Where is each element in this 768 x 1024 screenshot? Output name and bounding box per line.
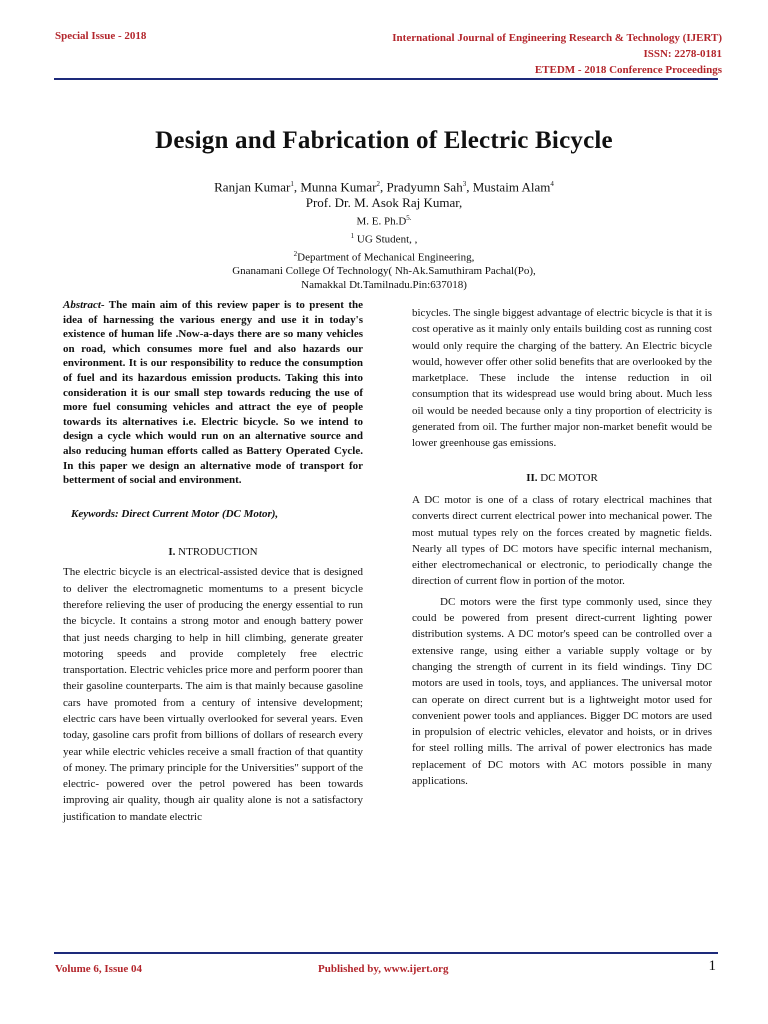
intro-number: I. <box>168 546 176 559</box>
author-block <box>0 176 768 292</box>
paper-title: Design and Fabrication of Electric Bicycle <box>155 127 613 154</box>
author-1: Ranjan Kumar <box>214 179 291 195</box>
right-column <box>412 305 712 789</box>
ug-student-line <box>0 229 768 247</box>
section-heading-introduction <box>63 544 363 560</box>
footer-divider <box>54 952 718 954</box>
header-issn: ISSN: 2278-0181 <box>643 48 722 60</box>
intro-continued-text: bicycles. The single biggest advantage of electric bicycle is that it is cost operative as it mainly only entails building cost as running cost would only require the charging of the battery. An Electric bicycle would, however offer other solid benefits that are overlooked by the marketplace. These include the intense reduction in oil consumption that its widespread use would bring about. Much less oil would be needed because only a tiny proportion of electricity is generated from oil. The further major non-market benefit would be lower greenhouse gas emissions. <box>412 307 712 450</box>
abstract <box>63 298 363 488</box>
intro-heading-text: NTRODUCTION <box>175 546 258 559</box>
author-4-sup: 4 <box>550 180 554 188</box>
introduction-text: The electric bicycle is an electrical-assisted device that is designed to deliver the electromagnetic momentums to a present bicycle therefore relieving the user of producing the energy essential to run the bicycle. It contains a strong motor and enough battery power that just needs charging to help in hill climbing, generate greater motoring speeds and provide completely free electric transportation. Electric vehicles price more and perform poorer than their gasoline counterparts. The aim is that mainly because gasoline cars have promoted from a century of intensive development; electric cars have been virtually overlooked for several years. Even today, gasoline cars profit from billions of dollars of research every year while electric vehicles receive a small fraction of that quantity of money. The primary principle for the Universities" support of the electric- powered over the petrol powered has been towards improving air quality, though air quality alone is not a satisfactory justification to mandate electric <box>63 566 363 823</box>
left-column <box>63 298 363 825</box>
dc-motor-number: II. <box>526 471 538 484</box>
guide-degree <box>0 211 768 229</box>
author-1-sup: 1 <box>290 180 294 188</box>
author-3-sup: 3 <box>462 180 467 188</box>
dept-text: Department of Mechanical Engineering, <box>297 251 475 264</box>
header-divider <box>54 78 718 80</box>
footer-volume: Volume 6, Issue 04 <box>55 963 142 975</box>
degree-text: M. E. Ph.D <box>356 215 407 228</box>
degree-sup: 5. <box>406 214 412 223</box>
dept-sup: 2 <box>293 249 298 258</box>
author-3: , Pradyumn Sah <box>380 179 463 195</box>
ug-sup: 1 <box>350 231 355 240</box>
abstract-text: - The main aim of this review paper is to present the idea of harnessing the various energy and use it in today's existence of human life .Now-a-days there are so many vehicles on road, which consumes more fuel and also hazards our environment. It is our responsibility to reduce the consumption of fuel and its hazardous emission products. Taking this into consideration it is our small step towards reducing the use of more fuel consuming vehicles and attract the eye of people towards its alternatives i.e. Electric bicycle. So we intend to design a cycle which would run on an alternative source and also reducing human efforts called as Battery Operated Cycle. In this paper we design an alternative mode of transport for betterment of social and environment. <box>63 299 363 487</box>
author-4: , Mustaim Alam <box>466 179 551 195</box>
dc-motor-paragraph-2: DC motors were the first type commonly used, since they could be powered from present direct-current lighting power distribution systems. A DC motor's speed can be controlled over a extensive range, using either a variable supply voltage or by changing the strength of current in its field windings. Tiny DC motors are used in tools, toys, and appliances. The universal motor can operate on direct current but is a lightweight motor used for convenient power tools and appliances. Bigger DC motors are used in propulsion of electric vehicles, elevator and hoists, or in drives for steel rolling mills. The arrival of power electronics has made replacement of DC motors with AC motors possible in many applications. <box>412 595 712 788</box>
author-2: , Munna Kumar <box>293 179 377 195</box>
header-special-issue: Special Issue - 2018 <box>55 30 147 42</box>
header-journal-info <box>302 30 722 78</box>
ug-text: UG Student, , <box>354 233 418 246</box>
department-line <box>0 247 768 265</box>
section-heading-dc-motor <box>412 470 712 486</box>
address-line: Namakkal Dt.Tamilnadu.Pin:637018) <box>301 279 467 292</box>
guide-name: Prof. Dr. M. Asok Raj Kumar, <box>305 195 463 211</box>
footer-publisher-link[interactable]: Published by, www.ijert.org <box>318 963 449 975</box>
dc-motor-paragraph-1: A DC motor is one of a class of rotary electrical machines that converts direct current electrical power into mechanical power. The most mutual types rely on the forces created by magnetic fields. Nearly all types of DC motors have specific internal mechanism, either electromechanical or electronic, to periodically change the direction of current flow in portion of the motor. <box>412 493 712 588</box>
author-2-sup: 2 <box>376 180 380 188</box>
header-proceedings: ETEDM - 2018 Conference Proceedings <box>534 64 722 76</box>
header-journal-name: International Journal of Engineering Research & Technology (IJERT) <box>392 32 722 44</box>
college-line: Gnanamani College Of Technology( Nh-Ak.Samuthiram Pachal(Po), <box>232 265 536 278</box>
page-number: 1 <box>708 958 716 974</box>
dc-motor-heading-text: DC MOTOR <box>537 471 598 484</box>
author-names <box>0 176 768 195</box>
abstract-label: Abstract <box>63 299 101 311</box>
keywords: Keywords: Direct Current Motor (DC Motor), <box>71 507 279 520</box>
